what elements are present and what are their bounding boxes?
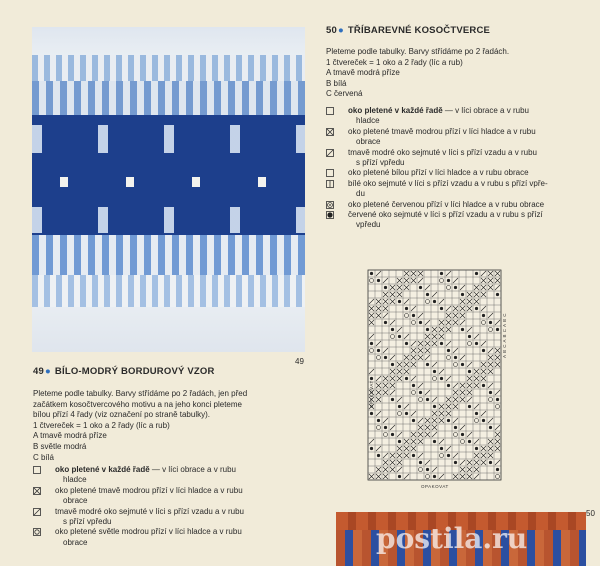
chart-dot-symbol [496,398,499,401]
cross-box-icon [33,487,41,495]
legend-text-cont: hladce [356,116,380,126]
chart-dot-symbol [475,272,478,275]
chart-dot-symbol [398,475,401,478]
chart-dot-symbol [496,293,499,296]
chart-dot-symbol [405,342,408,345]
legend-text: bílé oko sejmuté v líci s přízí vzadu a v rubu s přízí vpře- [348,178,548,188]
legend-bold: oko pletené v každé řadě [55,465,150,474]
section-49-legend [33,465,323,548]
chart-dot-symbol [468,440,471,443]
chart-dot-symbol [454,461,457,464]
legend-item [326,210,596,231]
chart-dot-symbol [454,426,457,429]
chart-dot-symbol [419,286,422,289]
chart-dot-symbol [489,426,492,429]
bullet-dot-icon: ● [337,25,344,36]
chart-dot-symbol [489,391,492,394]
chart-dot-symbol [398,440,401,443]
chart-dot-symbol [440,307,443,310]
chart-dot-symbol [405,412,408,415]
chart-dot-symbol [454,286,457,289]
slash-box-icon [33,508,41,516]
slash-box-icon [326,149,334,157]
chart-dot-symbol [447,454,450,457]
legend-text-cont: s přízí vpředu [356,158,405,168]
knitted-sample-photo [32,27,305,352]
knitted-sample-photo-50 [336,512,586,566]
text-line: B bílá [326,78,347,88]
chart-dot-symbol [398,335,401,338]
chart-dot-symbol [384,321,387,324]
text-line: C bílá [33,452,54,462]
legend-text-cont: obrace [356,137,381,147]
text-line: začátkem kosočtvercového motivu a na jeho konci pleteme [33,399,242,409]
chart-dot-symbol [496,468,499,471]
bar-box-icon [326,180,334,188]
chart-dot-symbol [419,391,422,394]
chart-repeat-left-label: OPAKOVAT [369,380,374,408]
chart-dot-symbol [370,412,373,415]
section-50-heading [326,25,490,36]
chart-dot-symbol [447,279,450,282]
page-number: 50 [586,509,595,518]
chart-dot-symbol [433,405,436,408]
chart-dot-symbol [489,321,492,324]
chart-dot-symbol [482,384,485,387]
chart-dot-symbol [426,363,429,366]
chart-repeat-bottom-label: OPAKOVAT [421,484,449,489]
chart-dot-symbol [447,384,450,387]
section-number: 50 [326,25,337,36]
chart-dot-symbol [412,384,415,387]
circle-box-icon [33,528,41,536]
legend-text: oko pletené bílou přízí v líci hladce a v rubu obrace [348,168,529,178]
chart-dot-symbol [412,314,415,317]
text-line: A tmavě modrá příze [326,68,400,78]
legend-text: — v líci obrace a v rubu [442,106,529,115]
empty-box-icon [326,107,334,115]
chart-dot-symbol [391,433,394,436]
text-line: Pleteme podle tabulky. Barvy střídáme po 2 řadách. [326,47,510,56]
chart-dot-symbol [440,447,443,450]
chart-side-label: A B C A B C A B C [502,312,507,358]
chart-dot-symbol [426,328,429,331]
legend-text-cont: vpředu [356,220,381,230]
section-50-legend [326,106,596,231]
chart-dot-symbol [461,363,464,366]
watermark-text: postila.ru [376,522,528,555]
legend-text: tmavě modré oko sejmuté v líci s přízí vzadu a v rubu [55,506,244,516]
chart-dot-symbol [377,454,380,457]
chart-dot-symbol [433,370,436,373]
legend-text: — v líci obrace a v rubu [149,465,236,474]
chart-dot-symbol [377,279,380,282]
legend-text-cont: hladce [63,475,87,485]
text-line: bílou přízí 4 řady (viz označení po straně tabulky). [33,410,210,420]
chart-dot-symbol [447,419,450,422]
chart-dot-symbol [440,342,443,345]
legend-item [326,106,596,127]
legend-item [326,200,596,210]
chart-dot-symbol [398,405,401,408]
legend-item [326,148,596,169]
legend-text-cont: obrace [63,537,88,547]
chart-dot-symbol [475,447,478,450]
legend-text: tmavě modré oko sejmuté v líci s přízí vzadu a v rubu [348,147,537,157]
legend-item [326,127,596,148]
chart-dot-symbol [426,398,429,401]
chart-dot-symbol [461,328,464,331]
section-number: 49 [33,366,44,377]
text-line: A tmavě modrá příze [33,431,107,441]
chart-dot-symbol [426,293,429,296]
chart-dot-symbol [391,328,394,331]
chart-dot-symbol [419,461,422,464]
legend-item [33,527,323,548]
text-line: 1 čtvereček = 1 oko a 2 řady (líc a rub) [326,57,463,67]
legend-item [326,168,596,178]
chart-dot-symbol [461,433,464,436]
chart-dot-symbol [426,468,429,471]
filled-circle-icon [326,211,334,219]
legend-text: oko pletené tmavě modrou přízí v líci hladce a v rubu [55,485,243,495]
legend-bold: oko pletené v každé řadě [348,106,443,115]
chart-dot-symbol [482,349,485,352]
legend-text: oko pletené tmavě modrou přízí v líci hladce a v rubu [348,126,536,136]
chart-dot-symbol [398,300,401,303]
chart-dot-symbol [412,454,415,457]
section-title: TŘÍBAREVNÉ KOSOČTVERCE [347,25,491,36]
legend-item [326,179,596,200]
section-title: BÍLO-MODRÝ BORDUROVÝ VZOR [54,366,215,377]
legend-item [33,486,323,507]
chart-dot-symbol [391,363,394,366]
text-line: B světle modrá [33,441,87,451]
legend-text: oko pletené červenou přízí v líci hladce a v rubu obrace [348,199,545,209]
chart-dot-symbol [384,356,387,359]
chart-dot-symbol [384,426,387,429]
chart-dot-symbol [440,377,443,380]
chart-dot-symbol [468,405,471,408]
chart-dot-symbol [370,447,373,450]
chart-dot-symbol [461,293,464,296]
chart-dot-symbol [468,370,471,373]
chart-dot-symbol [482,314,485,317]
chart-dot-symbol [475,342,478,345]
ring-box-icon [326,201,334,209]
chart-dot-symbol [447,349,450,352]
chart-dot-symbol [433,475,436,478]
photo-number: 49 [295,357,304,366]
legend-text-cont: s přízí vpředu [63,517,112,527]
chart-dot-symbol [496,328,499,331]
legend-text: červené oko sejmuté v líci s přízí vzadu a v rubu s přízí [348,210,543,220]
section-49-heading [33,366,215,377]
chart-dot-symbol [475,307,478,310]
chart-dot-symbol [433,300,436,303]
legend-item [33,465,323,486]
empty-square-icon [326,169,334,177]
legend-text-cont: du [356,189,365,199]
chart-dot-symbol [475,412,478,415]
chart-dot-symbol [489,461,492,464]
chart-dot-symbol [454,356,457,359]
section-50-text [326,47,509,100]
chart-dot-symbol [433,440,436,443]
legend-text-cont: obrace [63,496,88,506]
legend-text: oko pletené světle modrou přízí v líci hladce a v rubu [55,527,242,537]
chart-dot-symbol [440,272,443,275]
chart-dot-symbol [377,419,380,422]
chart-dot-symbol [370,272,373,275]
chart-grid [366,268,504,482]
chart-dot-symbol [377,349,380,352]
cross-box-icon [326,128,334,136]
text-line: 1 čtvereček = 1 oko a 2 řady (líc a rub) [33,420,170,430]
chart-dot-symbol [391,398,394,401]
legend-item [33,507,323,528]
chart-dot-symbol [405,377,408,380]
chart-dot-symbol [468,335,471,338]
chart-dot-symbol [482,419,485,422]
empty-box-icon [33,466,41,474]
chart-dot-symbol [370,342,373,345]
chart-dot-symbol [384,286,387,289]
chart-dot-symbol [405,307,408,310]
bullet-dot-icon: ● [44,366,51,377]
chart-dot-symbol [412,419,415,422]
text-line: Pleteme podle tabulky. Barvy střídáme po 2 řadách, jen před [33,389,248,398]
knitting-chart [366,268,504,482]
text-line: C červená [326,89,363,99]
section-49-text [33,389,247,463]
chart-dot-symbol [419,321,422,324]
